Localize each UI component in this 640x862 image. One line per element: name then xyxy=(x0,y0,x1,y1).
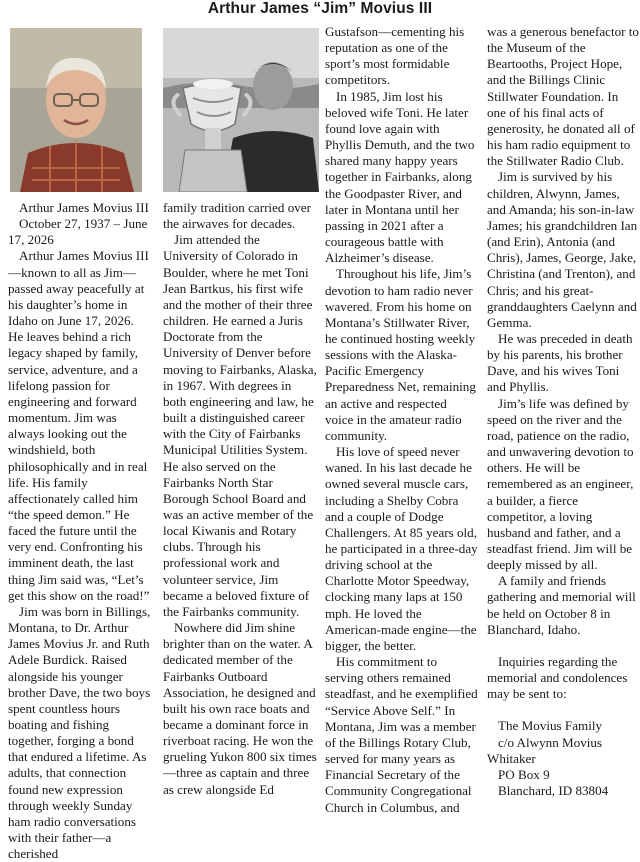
portrait-older-illustration xyxy=(10,28,142,192)
name-line: Arthur James Movius III xyxy=(19,200,149,215)
paragraph-intro: Arthur James Movius III—known to all as Jim—passed away peacefully at his daughter’s home in Idaho on June 17, 2026. He leaves behind a rich legacy shaped by family, service, adventure, and a lifelong passion for engineering and forward momentum. Jim was always looking out the windshield, both philosophically and in real life. His family affectionately called him “the speed demon.” He faced the future until the very end. Confronting his imminent death, the last thing Jim said was, “Let’s get this show on the road!” xyxy=(8,248,150,603)
portrait-photo-older xyxy=(10,28,142,192)
paragraph-family-loss: In 1985, Jim lost his beloved wife Toni. He later found love again with Phyllis Demuth, and the two shared many happy years together in Fairbanks, along the Goodpaster River, and later in Montana until her passing in 2021 after a courageous battle with Alzheimer’s disease. xyxy=(325,88,475,266)
paragraph-legacy: Jim’s life was defined by speed on the river and the road, patience on the radio, and unwavering devotion to others. He will be remembered as an engineer, a builder, a fierce competitor, a loving husband and father, and a steadfast friend. Jim will be deeply missed by all. xyxy=(487,395,634,573)
address-po-box: PO Box 9 xyxy=(498,766,550,782)
paragraph-memorial: A family and friends gathering and memorial will be held on October 8 in Blanchard, Idaho. xyxy=(487,573,636,637)
column-3 xyxy=(325,24,478,816)
paragraph-service: His commitment to serving others remained steadfast, and he exemplified “Service Above Self.” In Montana, Jim was a member of the Billings Rotary Club, served for many years as Financial Secretary of the Community Congregational Church in Columbus, and xyxy=(325,654,478,815)
paragraph-ham-radio: Throughout his life, Jim’s devotion to ham radio never wavered. From his home on Montana’s Stillwater River, he continued hosting weekly sessions with the Alaska-Pacific Emergency Preparedness Net, remaining an active and respected voice in the amateur radio community. xyxy=(325,266,476,443)
paragraph-speed: His love of speed never waned. In his last decade he owned several muscle cars, including a Shelby Cobra and a couple of Dodge Challengers. At 85 years old, he participated in a three-day driving school at the Charlotte Motor Speedway, clocking many laps at 150 mph. He loved the American-made engine—the bigger, the better. xyxy=(325,444,478,653)
address-city: Blanchard, ID 83804 xyxy=(498,783,609,799)
paragraph-survivors: Jim is survived by his children, Alwynn, James, and Amanda; his son-in-law James; his grandchildren Ian (and Erin), Antonia (and Chris), James, George, Jake, Christina (and Trenton), and Chris; and his great-granddaughters Caelynn and Gemma. xyxy=(487,169,638,330)
paragraph-racing: Nowhere did Jim shine brighter than on the water. A dedicated member of the Fairbanks Outboard Association, he designed and built his own race boats and became a dominant force in riverboat racing. He won the grueling Yukon 800 six times—three as captain and three as crew alongside Ed xyxy=(163,620,317,797)
column-2 xyxy=(163,200,317,798)
paragraph-generosity: was a generous benefactor to the Museum of the Beartooths, Project Hope, and the Billings Clinic Stillwater Foundation. In one of his final acts of generosity, he donated all of his ham radio equipment to the Stillwater Radio Club. xyxy=(487,24,639,169)
paragraph-preceded: He was preceded in death by his parents, his brother Dave, and his wives Toni and Phyllis. xyxy=(487,330,633,395)
trophy-photo-illustration xyxy=(163,28,319,192)
column-1 xyxy=(8,200,152,862)
trophy-photo xyxy=(163,28,319,192)
column-4 xyxy=(487,24,639,799)
paragraph-racing-continued: Gustafson—cementing his reputation as one of the sport’s most formidable competitors. xyxy=(325,24,465,88)
life-dates: October 27, 1937 – June 17, 2026 xyxy=(8,216,148,248)
paragraph-inquiries: Inquiries regarding the memorial and condolences may be sent to: xyxy=(487,653,628,702)
address-name: The Movius Family xyxy=(498,718,603,734)
address-care-of: c/o Alwynn Movius Whitaker xyxy=(487,734,603,766)
paragraph-early-life: Jim was born in Billings, Montana, to Dr. Arthur James Movius Jr. and Ruth Adele Burdick. Raised alongside his younger brother Dave, the two boys spent countless hours boating and fishing together, forging a bond that endured a lifetime. As adults, that connection found new expression through weekly Sunday ham radio conversations with their father—a cherished xyxy=(8,603,151,862)
paragraph-continued: family tradition carried over the airwaves for decades. xyxy=(163,200,311,232)
paragraph-career: Jim attended the University of Colorado in Boulder, where he met Toni Jean Bartkus, his first wife and the mother of their three children. He earned a Juris Doctorate from the University of Denver before moving to Fairbanks, Alaska, in 1967. With degrees in both engineering and law, he built a distinguished career with the City of Fairbanks Municipal Utilities System. He also served on the Fairbanks North Star Borough School Board and was an active member of the local Kiwanis and Rotary clubs. Through his professional work and volunteer service, Jim became a beloved fixture of the Fairbanks community. xyxy=(163,232,317,619)
obituary-title: Arthur James “Jim” Movius III xyxy=(207,0,433,17)
